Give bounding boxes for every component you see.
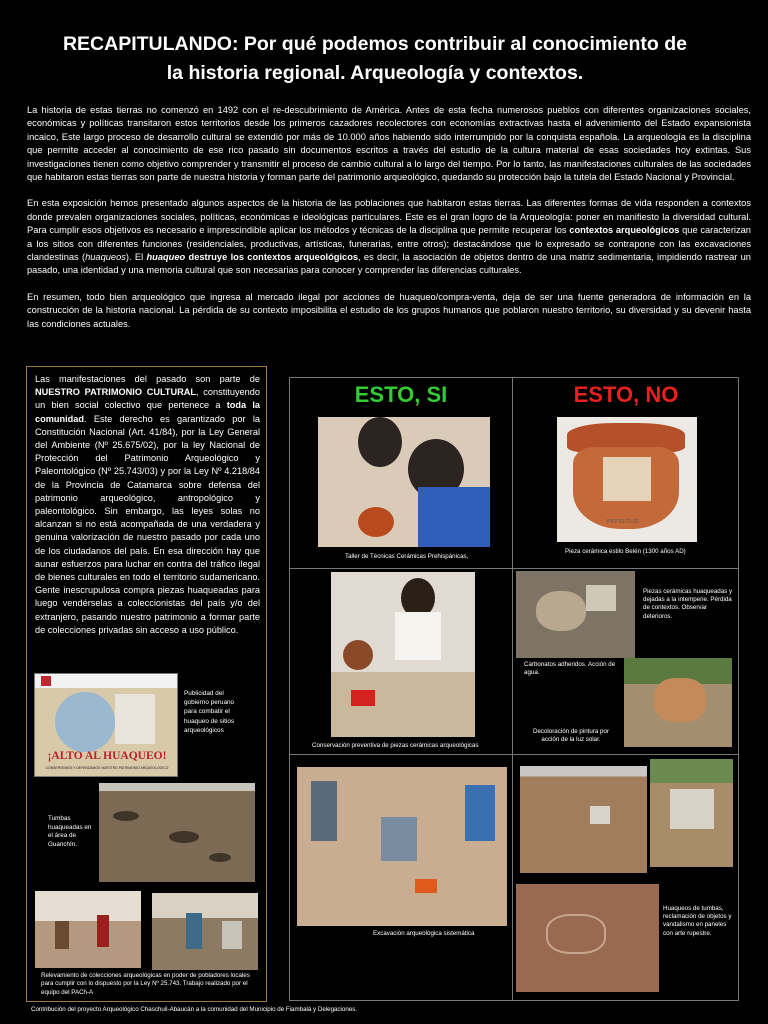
- caption-taller: Taller de Técnicas Cerámicas Prehispánicas,: [345, 553, 469, 560]
- huaqueo-tumbas-photo: [520, 766, 647, 873]
- belen-pot-photo: [557, 417, 697, 542]
- taller-photo: [318, 417, 490, 547]
- p2-part-a: En esta exposición hemos presentado algunos aspectos de la historia de las poblaciones que habitaron estas tierras. Las diferentes formas de vida responden a contextos donde prevalen organizaciones sociales, políticas, económicas e ideológicas particulares. Este es el gran logro de la Arqueología: poner en manifiesto la diversidad cultural. Para cumplir esos objetivos es necesario e imprescindible aplicar los métodos y técnicas de la disciplina que permite recuperar los: [27, 198, 751, 236]
- tumbas-photo: [99, 783, 255, 882]
- caption-relevamiento: Relevamiento de colecciones arqueológicas en poder de pobladores locales para cumplir con lo dispuesto por la Ley Nº 25.743. Trabajo realizado por el equipo del PACh-A: [41, 972, 250, 996]
- reclamacion-photo: [650, 759, 733, 867]
- lp-t1: Las manifestaciones del pasado son parte de: [35, 374, 260, 384]
- intro-paragraph-2: [27, 197, 751, 277]
- caption-poster: Publicidad del gobierno peruano para combatir el huaqueo de sitios arqueológicos: [184, 690, 235, 734]
- p2-part-h: , es decir, la asociación de objetos dentro de una matriz sedimentaria, impidiendo rastrear un pasado, una identidad y una memoria cultural que son necesarias para conocer y comprender las diferencias culturales.: [27, 252, 751, 276]
- page-title: [20, 30, 730, 88]
- conservacion-photo: [331, 572, 475, 737]
- relevamiento-photo-1: [35, 891, 141, 968]
- title-line-1: RECAPITULANDO: Por qué podemos contribuir al conocimiento de: [62, 33, 688, 55]
- piezas-huaqueadas-photo: [516, 571, 635, 658]
- p2-part-e: ). El: [125, 252, 147, 263]
- heading-esto-si: ESTO, SI: [354, 382, 448, 407]
- lp-t3: , constituyendo un bien social colectivo que pertenece a: [35, 387, 260, 411]
- grid-divider-row-1: [290, 568, 738, 569]
- caption-carbonatos: Carbonatos adheridos. Acción de agua.: [524, 661, 616, 677]
- caption-belen: Pieza cerámica estilo Belén (1300 años AD): [565, 548, 686, 555]
- caption-decoloracion: Decoloración de pintura por acción de la luz solar.: [532, 728, 609, 744]
- poster-subline: CONSERVEMOS Y DEFENDAMOS NUESTRO PATRIMONIO ARQUEOLÓGICO: [45, 766, 169, 770]
- intro-text: [27, 104, 751, 344]
- p2-part-c: que caracterizan a los sitios con diferentes funciones (residenciales, productivas, artísticas, funerarias, entre otros); destacándose que lo expresado se contrapone con las excavaciones clandestinas (: [27, 225, 751, 263]
- p2-italic-huaqueos: huaqueos: [85, 252, 126, 263]
- p2-bold-contextos: contextos arqueológicos: [569, 225, 680, 236]
- arte-rupestre-photo: [516, 884, 659, 992]
- lp-bold-comunidad: toda la comunidad: [35, 400, 261, 424]
- caption-conservacion: Conservación preventiva de piezas cerámicas arqueológicas: [312, 742, 479, 749]
- caption-huaqueos: Huaqueos de tumbas, reclamación de objetos y vandalismo en paneles con arte rupestre.: [663, 905, 732, 937]
- title-line-2: la historia regional. Arqueología y contextos.: [166, 62, 584, 84]
- excavacion-photo: [297, 767, 507, 926]
- alto-al-huaqueo-poster: [34, 673, 178, 777]
- left-panel-text: [35, 373, 260, 637]
- p2-bold-destruye: destruye los contextos arqueológicos: [185, 252, 359, 263]
- heading-esto-no: ESTO, NO: [573, 382, 679, 407]
- relevamiento-photo-2: [152, 893, 258, 970]
- decoloracion-photo: [624, 658, 732, 747]
- lp-t5: . Este derecho es garantizado por la Constitución Nacional (Art. 41/84), por la Ley General del Ambiente (Nº 25.675/02), por la ley Nacional de Protección del Patrimonio Arqueológico y Paleontológico (Nº 25.743/03) y por la Ley Nº 4.218/84 de la Provincia de Catamarca sobre defensa del patrimonio arqueológico, antropológico y paleontológico. Sin embargo, las leyes solas no alcanzan si no está acompañada de una verdadera y genuina valorización de nuestro pasado por cada uno de los ciudadanos del país. En esa dirección hay que aunar esfuerzos para luchar en contra del tráfico ilegal de bienes culturales en todo el territorio sudamericano. Gente inescrupulosa compra piezas huaqueadas para luego vendérselas a coleccionistas del país y/o del extranjero, pasando nuestro patrimonio a formar parte de colecciones privadas sin acceso a uso público.: [35, 413, 260, 635]
- grid-divider-vertical: [512, 378, 513, 1000]
- grid-divider-row-2: [290, 754, 738, 755]
- poster-headline: ¡ALTO AL HUAQUEO!: [47, 750, 167, 762]
- lp-bold-patrimonio: NUESTRO PATRIMONIO CULTURAL: [35, 387, 197, 398]
- belen-label: PB PSJ-71-01: [607, 519, 639, 525]
- caption-huaqueadas: Piezas cerámicas huaqueadas y dejadas a la intemperie. Pérdida de contextos. Observar deterioros.: [643, 588, 733, 620]
- caption-excavacion: Excavación arqueológica sistemática: [373, 930, 475, 937]
- intro-paragraph-3: En resumen, todo bien arqueológico que ingresa al mercado ilegal por acciones de huaqueo/compra-venta, deja de ser una fuente generadora de información en la construcción de la historia nacional. La pérdida de su contexto imposibilita el estudio de los grupos humanos que poblaron nuestro territorio, su diversidad y su devenir hasta las condiciones actuales.: [27, 291, 751, 329]
- intro-paragraph-1: La historia de estas tierras no comenzó en 1492 con el re-descubrimiento de América. Antes de esta fecha numerosos pueblos con diferentes organizaciones sociales, económicas y políticas transitaron estos territorios desde los primeros cazadores recolectores con economías extractivas hasta el advenimiento del Estado expansionista incaico, Este largo proceso de desarrollo cultural se extendió por más de 10.000 años habiendo sido interrumpido por la conquista española. La arqueología es la disciplina que permite acceder al conocimiento de ese rico pasado sin documentos escritos a través del estudio de la cultura material de esas sociedades hoy extintas. Sus investigaciones tienen como objetivo comprender y transmitir el proceso de cambio cultural a lo largo del tiempo. Por lo tanto, las manifestaciones culturales de las sociedades que habitaron estas tierras son parte de nuestra historia y forman parte del patrimonio arqueológico, quedando su protección bajo la tutela del Estado Nacional y Provincial.: [27, 105, 751, 183]
- p2-bold-huaqueo: huaqueo: [146, 252, 186, 263]
- caption-tumbas: Tumbas huaqueadas en el área de Guanchín.: [48, 815, 92, 848]
- footer-credit: Contribución del proyecto Arqueológico Chaschuil-Abaucán a la comunidad del Municipio de Fiambalá y Delegaciones.: [31, 1006, 358, 1013]
